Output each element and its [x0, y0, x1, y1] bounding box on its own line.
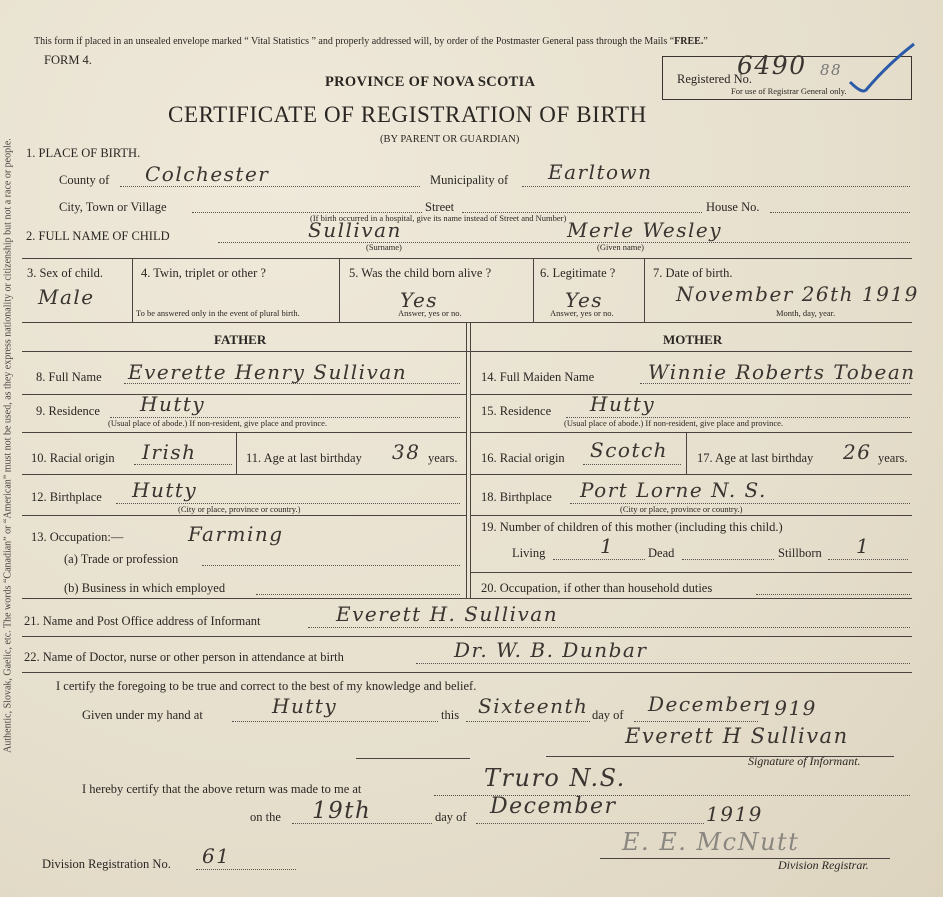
doctor-label: 22. Name of Doctor, nurse or other person in attendance at birth [24, 650, 344, 664]
registered-label: Registered No. [677, 72, 752, 86]
side-note: Authentic, Slovak, Gaelic, etc. The words “Canadian” or “American” must not be used, as they express nationality or citizenship but not a race or people. [2, 138, 14, 753]
living-label: Living [512, 546, 546, 560]
alive-note: Answer, yes or no. [398, 308, 462, 318]
registered-extra: 88 [820, 61, 843, 79]
father-res-note: (Usual place of abode.) If non-resident, give place and province. [108, 418, 328, 428]
given-day: Sixteenth [478, 694, 589, 718]
child-surname: Sullivan [308, 218, 402, 242]
father-occupation: Farming [188, 522, 284, 546]
registrar-year: 1919 [706, 802, 763, 826]
father-birthplace: Hutty [132, 478, 198, 502]
mother-name-label: 14. Full Maiden Name [481, 370, 595, 384]
registrar-day: 19th [312, 798, 372, 824]
province-heading: PROVINCE OF NOVA SCOTIA [325, 74, 536, 90]
child-given-name: Merle Wesley [567, 218, 723, 242]
mother-heading: MOTHER [663, 332, 723, 347]
father-occ-label: 13. Occupation:— [31, 530, 124, 544]
top-notice-free: FREE. [674, 36, 704, 47]
top-notice-end: ” [703, 36, 708, 47]
father-name: Everette Henry Sullivan [128, 360, 408, 384]
father-birth-note: (City or place, province or country.) [178, 504, 301, 514]
father-years: years. [428, 451, 458, 465]
checkmark-icon [840, 40, 920, 100]
mother-name: Winnie Roberts Tobean [648, 360, 916, 384]
registered-number: 6490 [737, 51, 807, 80]
alive-value: Yes [400, 288, 439, 312]
registrar-text: I hereby certify that the above return was made to me at [82, 782, 362, 796]
hospital-note: (If birth occurred in a hospital, give its name instead of Street and Number) [310, 213, 567, 223]
child-name-label: 2. FULL NAME OF CHILD [26, 229, 170, 243]
father-birth-label: 12. Birthplace [31, 490, 102, 504]
dob-label: 7. Date of birth. [653, 266, 733, 280]
county-label: County of [59, 173, 110, 187]
business-label: (b) Business in which employed [64, 581, 226, 595]
mother-birth-note: (City or place, province or country.) [620, 504, 743, 514]
mother-residence: Hutty [590, 392, 656, 416]
informant-label: 21. Name and Post Office address of Informant [24, 614, 261, 628]
given-year: 1919 [760, 696, 817, 720]
father-residence: Hutty [140, 392, 206, 416]
registrar-month: December [490, 794, 617, 819]
legitimate-value: Yes [565, 288, 604, 312]
county-value: Colchester [145, 162, 270, 186]
given-place: Hutty [272, 694, 338, 718]
twin-note: To be answered only in the event of plural birth. [136, 308, 300, 318]
sex-label: 3. Sex of child. [27, 266, 104, 280]
registrar-dayof-label: day of [435, 810, 467, 824]
dead-label: Dead [648, 546, 675, 560]
sex-value: Male [38, 285, 95, 309]
living-value: 1 [600, 534, 615, 558]
father-age: 38 [392, 440, 421, 464]
mother-age: 26 [843, 440, 872, 464]
page-title: CERTIFICATE OF REGISTRATION OF BIRTH [168, 102, 647, 127]
father-age-label: 11. Age at last birthday [246, 451, 362, 465]
mother-race: Scotch [590, 438, 669, 462]
top-notice-text: This form if placed in an unsealed envelope marked “ Vital Statistics ” and properly addressed will, by order of the Postmaster General pass through the Mails “ [34, 36, 675, 47]
municipality-label: Municipality of [430, 173, 509, 187]
certify-text: I certify the foregoing to be true and correct to the best of my knowledge and belief. [56, 679, 477, 693]
legitimate-note: Answer, yes or no. [550, 308, 614, 318]
mother-age-label: 17. Age at last birthday [697, 451, 814, 465]
mother-res-note: (Usual place of abode.) If non-resident, give place and province. [564, 418, 784, 428]
registrar-signature-label: Division Registrar. [778, 858, 869, 872]
trade-label: (a) Trade or profession [64, 552, 179, 566]
surname-note: (Surname) [366, 242, 402, 252]
father-name-label: 8. Full Name [36, 370, 102, 384]
division-label: Division Registration No. [42, 857, 171, 871]
division-number: 61 [202, 844, 231, 868]
given-month: December [648, 692, 765, 716]
city-label: City, Town or Village [59, 200, 167, 214]
dob-value: November 26th 1919 [676, 282, 919, 306]
informant-value: Everett H. Sullivan [336, 602, 559, 626]
given-label: Given under my hand at [82, 708, 203, 722]
form-number: FORM 4. [44, 53, 92, 67]
legitimate-label: 6. Legitimate ? [540, 266, 616, 280]
house-label: House No. [706, 200, 760, 214]
this-label: this [441, 708, 460, 722]
registrar-place: Truro N.S. [484, 764, 626, 792]
father-res-label: 9. Residence [36, 404, 100, 418]
mother-birthplace: Port Lorne N. S. [580, 478, 767, 502]
place-of-birth-label: 1. PLACE OF BIRTH. [26, 146, 141, 160]
alive-label: 5. Was the child born alive ? [349, 266, 492, 280]
registrar-signature: E. E. McNutt [622, 828, 800, 856]
given-dayof-label: day of [592, 708, 624, 722]
doctor-value: Dr. W. B. Dunbar [454, 638, 648, 662]
on-the-label: on the [250, 810, 281, 824]
mother-res-label: 15. Residence [481, 404, 552, 418]
stillborn-value: 1 [856, 534, 871, 558]
father-heading: FATHER [214, 332, 267, 347]
informant-signature: Everett H Sullivan [625, 724, 849, 748]
mother-race-label: 16. Racial origin [481, 451, 565, 465]
father-race-label: 10. Racial origin [31, 451, 115, 465]
street-label: Street [425, 200, 455, 214]
stillborn-label: Stillborn [778, 546, 822, 560]
mother-occ-label: 20. Occupation, if other than household duties [481, 581, 713, 595]
twin-label: 4. Twin, triplet or other ? [141, 266, 266, 280]
mother-years: years. [878, 451, 908, 465]
given-note: (Given name) [597, 242, 644, 252]
municipality-value: Earltown [548, 160, 653, 184]
top-notice [34, 36, 708, 47]
children-label: 19. Number of children of this mother (including this child.) [481, 520, 783, 534]
mother-birth-label: 18. Birthplace [481, 490, 552, 504]
registered-note: For use of Registrar General only. [731, 86, 847, 96]
informant-signature-label: Signature of Informant. [748, 754, 861, 768]
subtitle: (BY PARENT OR GUARDIAN) [380, 134, 520, 145]
father-race: Irish [142, 440, 197, 464]
dob-note: Month, day, year. [776, 308, 836, 318]
